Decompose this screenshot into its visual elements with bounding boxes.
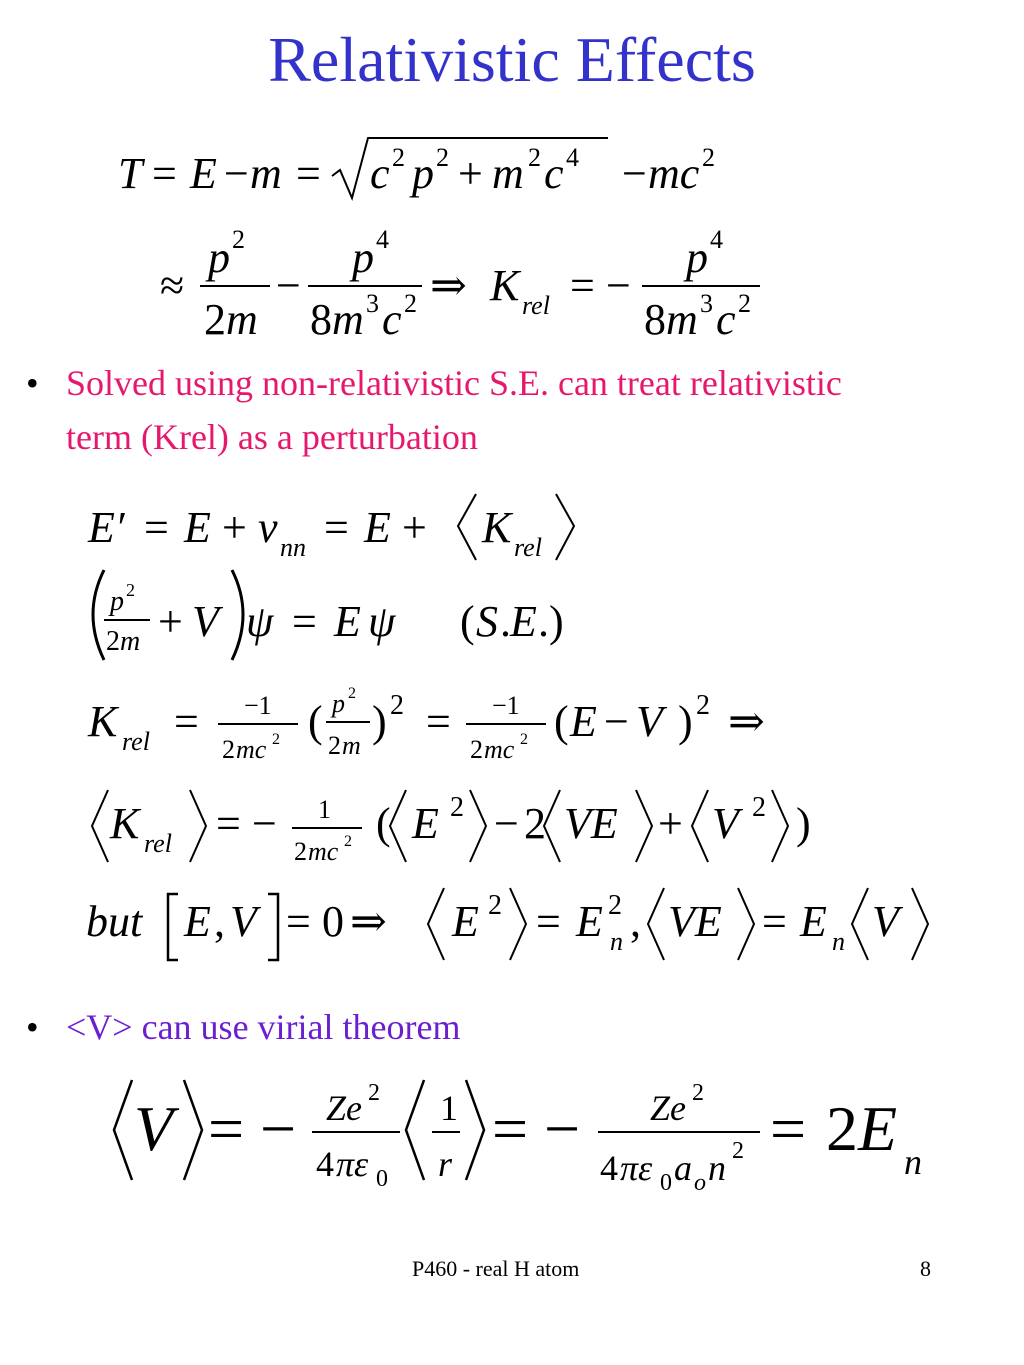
equation-krel-expectation [86,780,846,880]
svg-text:c: c [370,149,390,198]
svg-text:m: m [250,149,282,198]
svg-text:n: n [904,1142,922,1182]
svg-text:VE: VE [668,897,722,946]
bullet-marker: • [26,1007,39,1047]
svg-text:2: 2 [450,792,464,823]
svg-text:p: p [686,233,708,282]
svg-text:−1: −1 [244,691,272,720]
svg-text:.: . [500,597,511,646]
svg-text:2: 2 [344,833,352,850]
svg-text:=: = [492,1093,529,1164]
svg-text:3: 3 [366,289,379,318]
svg-text:n: n [708,1148,726,1188]
svg-text:=: = [208,1093,245,1164]
svg-text:c: c [716,295,736,344]
svg-text:=: = [324,503,349,552]
svg-text:c: c [544,149,564,198]
svg-text:=: = [296,149,321,198]
svg-text:o: o [694,1170,706,1196]
svg-text:+: + [658,799,683,848]
svg-text:2: 2 [390,690,404,721]
svg-text:K: K [490,261,520,310]
svg-text:=: = [152,149,177,198]
svg-text:nn: nn [280,533,306,562]
svg-text:(: ( [376,799,391,848]
page-number: 8 [920,1256,931,1281]
svg-text:m: m [226,295,258,344]
svg-text:,: , [214,897,225,946]
svg-text:2: 2 [732,1138,744,1164]
svg-text:a: a [674,1148,692,1188]
svg-text:2: 2 [702,143,715,172]
svg-text:V: V [192,597,219,646]
svg-text:E: E [452,897,479,946]
svg-text:mc: mc [484,735,515,764]
svg-text:2: 2 [392,143,405,172]
slide-title: Relativistic Effects [268,24,756,95]
svg-text:(: ( [308,697,323,746]
equation-kinetic-energy [100,130,780,210]
svg-text:2: 2 [106,626,120,657]
svg-text:c: c [382,295,402,344]
svg-text:≈: ≈ [160,261,185,310]
svg-text:2: 2 [204,295,226,344]
svg-text:V: V [230,897,257,946]
svg-text:n: n [832,927,845,956]
svg-text:2: 2 [470,735,483,764]
svg-text:2: 2 [436,143,449,172]
svg-text:rel: rel [514,533,542,562]
svg-text:=: = [286,897,311,946]
svg-text:2: 2 [368,1080,380,1106]
svg-text:=: = [144,503,169,552]
svg-text:v: v [258,503,278,552]
svg-text:−: − [544,1093,581,1164]
svg-text:p: p [208,233,230,282]
bullet-virial [26,1000,926,1054]
equation-energy-shift [88,486,608,566]
svg-text:+: + [222,503,247,552]
svg-text:E′: E′ [88,503,125,552]
svg-text:4: 4 [376,225,389,254]
svg-text:⇒: ⇒ [430,261,467,310]
svg-text:E: E [184,503,211,552]
svg-text:Ze: Ze [650,1088,686,1128]
svg-text:E: E [570,697,597,746]
svg-text:2: 2 [294,837,307,866]
svg-text:p: p [110,586,124,617]
svg-text:8: 8 [310,295,332,344]
svg-text:2: 2 [608,890,622,921]
svg-text:VE: VE [564,799,618,848]
bullet-marker: • [26,363,39,403]
svg-text:1: 1 [318,795,331,824]
svg-text:m: m [492,149,524,198]
svg-text:πε: πε [620,1148,653,1188]
svg-text:): ) [372,697,387,746]
svg-text:E: E [334,597,361,646]
svg-text:⇒: ⇒ [350,897,387,946]
svg-text:V: V [636,697,663,746]
svg-text:2: 2 [528,143,541,172]
svg-text:−: − [252,799,277,848]
bullet-perturbation [26,356,926,466]
svg-text:4: 4 [566,143,579,172]
svg-text:): ) [678,697,693,746]
svg-text:E: E [412,799,439,848]
svg-text:πε: πε [336,1144,369,1184]
svg-text:4: 4 [710,225,723,254]
svg-text:2: 2 [126,580,135,600]
svg-text:−1: −1 [492,691,520,720]
svg-text:): ) [796,799,811,848]
svg-text:E: E [190,149,217,198]
svg-text:mc: mc [648,149,700,198]
svg-text:p: p [352,233,374,282]
svg-text:E: E [800,897,827,946]
svg-text:K: K [482,503,512,552]
svg-text:−: − [494,799,519,848]
svg-text:2: 2 [488,890,502,921]
svg-text:−: − [224,149,249,198]
svg-text:n: n [610,927,623,956]
svg-text:m: m [332,295,364,344]
svg-text:m: m [342,731,361,760]
svg-text:⇒: ⇒ [728,697,765,746]
svg-text:2: 2 [520,731,528,748]
footer-title: P460 - real H atom [412,1256,580,1281]
svg-text:8: 8 [644,295,666,344]
svg-text:−: − [622,149,647,198]
svg-text:=: = [762,897,787,946]
svg-text:0: 0 [322,897,344,946]
svg-text:rel: rel [122,727,150,756]
svg-text:2: 2 [348,685,356,702]
svg-text:2: 2 [752,792,766,823]
svg-text:E: E [184,897,211,946]
svg-text:m: m [120,626,141,657]
equation-krel-expression [88,676,808,776]
bullet-text: Solved using non-relativistic S.E. can treat relativistic term (Krel) as a perturbation [66,363,842,457]
svg-text:V: V [872,897,899,946]
svg-text:S: S [476,597,498,646]
svg-text:=: = [426,697,451,746]
svg-text:E: E [576,897,603,946]
svg-text:p: p [332,689,345,718]
svg-text:rel: rel [144,829,172,858]
svg-text:2: 2 [328,731,341,760]
svg-text:ψ: ψ [246,597,274,646]
svg-text:(: ( [554,697,569,746]
svg-text:2: 2 [738,289,751,318]
svg-text:4: 4 [600,1148,618,1188]
svg-text:1: 1 [440,1088,458,1128]
svg-text:but: but [86,897,143,946]
svg-text:2: 2 [696,690,710,721]
svg-text:K: K [110,799,140,848]
svg-text:(: ( [460,597,475,646]
svg-text:=: = [174,697,199,746]
svg-text:2: 2 [692,1080,704,1106]
svg-text:K: K [88,697,118,746]
svg-text:=: = [570,261,595,310]
svg-text:4: 4 [316,1144,334,1184]
equation-virial-theorem [110,1070,930,1200]
svg-text:−: − [276,261,301,310]
svg-text:ψ: ψ [368,597,396,646]
svg-text:+: + [158,597,183,646]
svg-text:p: p [412,149,434,198]
svg-text:V: V [712,799,739,848]
svg-text:E: E [858,1093,898,1164]
svg-text:0: 0 [660,1170,672,1196]
svg-text:3: 3 [700,289,713,318]
svg-text:,: , [630,897,641,946]
svg-text:=: = [536,897,561,946]
svg-text:+: + [458,149,483,198]
svg-text:V: V [134,1093,174,1164]
svg-text:E: E [364,503,391,552]
bullet-text: <V> can use virial theorem [66,1007,461,1047]
equation-schrodinger [86,566,606,666]
svg-text:=: = [292,597,317,646]
svg-text:0: 0 [376,1166,388,1192]
svg-text:mc: mc [308,837,339,866]
svg-text:2: 2 [232,225,245,254]
svg-text:Ze: Ze [326,1088,362,1128]
equation-commutator [86,880,946,980]
svg-text:r: r [438,1144,453,1184]
svg-text:rel: rel [522,291,550,320]
svg-text:.): .) [538,597,564,646]
svg-text:2: 2 [272,731,280,748]
svg-text:mc: mc [236,735,267,764]
svg-text:=: = [216,799,241,848]
svg-text:2: 2 [524,799,546,848]
svg-text:+: + [402,503,427,552]
equation-relativistic-expansion [160,222,780,352]
svg-text:T: T [118,149,143,198]
svg-text:−: − [606,261,631,310]
svg-text:=: = [770,1093,807,1164]
svg-text:m: m [666,295,698,344]
svg-text:2: 2 [404,289,417,318]
svg-text:2: 2 [222,735,235,764]
svg-text:−: − [260,1093,297,1164]
svg-text:E: E [510,597,537,646]
svg-text:−: − [604,697,629,746]
svg-text:2: 2 [826,1093,858,1164]
